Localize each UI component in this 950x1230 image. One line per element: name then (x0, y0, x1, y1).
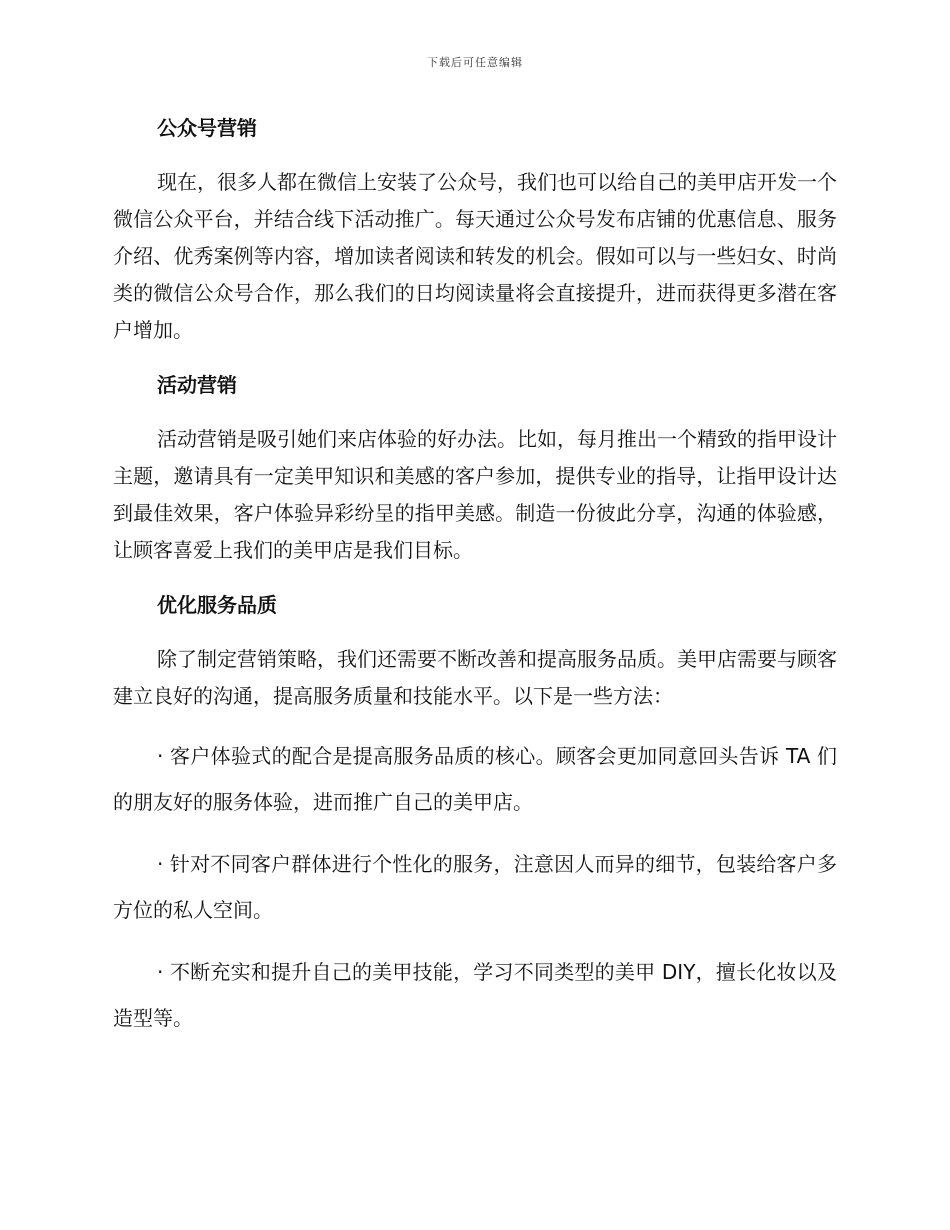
paragraph-service-quality: 除了制定营销策略，我们还需要不断改善和提高服务品质。美甲店需要与顾客建立良好的沟通，提高服务质量和技能水平。以下是一些方法： (113, 647, 837, 708)
document-body (113, 110, 837, 1057)
section-heading-wechat-marketing: 公众号营销 (157, 116, 257, 140)
bullet-item: · 不断充实和提升自己的美甲技能，学习不同类型的美甲 DIY，擅长化妆以及造型等。 (113, 960, 837, 1030)
section-heading-service-quality: 优化服务品质 (157, 593, 277, 617)
paragraph-wechat-marketing: 现在，很多人都在微信上安装了公众号，我们也可以给自己的美甲店开发一个微信公众平台，并结合线下活动推广。每天通过公众号发布店铺的优惠信息、服务介绍、优秀案例等内容，增加读者阅读和转发的机会。假如可以与一些妇女、时尚类的微信公众号合作，那么我们的日均阅读量将会直接提升，进而获得更多潜在客户增加。 (113, 170, 837, 342)
section-heading-event-marketing: 活动营销 (157, 373, 237, 397)
header-note: 下载后可任意编辑 (427, 56, 523, 69)
paragraph-event-marketing: 活动营销是吸引她们来店体验的好办法。比如，每月推出一个精致的指甲设计主题，邀请具有一定美甲知识和美感的客户参加，提供专业的指导，让指甲设计达到最佳效果，客户体验异彩纷呈的指甲美感。制造一份彼此分享，沟通的体验感，让顾客喜爱上我们的美甲店是我们目标。 (113, 427, 837, 562)
bullet-item: · 针对不同客户群体进行个性化的服务，注意因人而异的细节，包装给客户多方位的私人空间。 (113, 852, 837, 922)
bullet-item: · 客户体验式的配合是提高服务品质的核心。顾客会更加同意回头告诉 TA 们的朋友好的服务体验，进而推广自己的美甲店。 (113, 744, 837, 814)
